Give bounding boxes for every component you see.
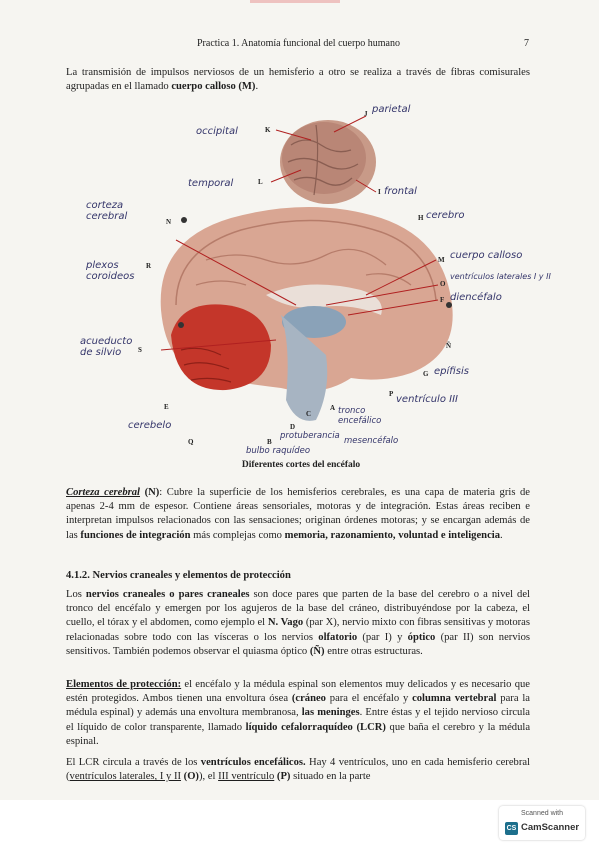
- proteccion-t4: . Entre éstas y el tejido nervioso circula el líquido de color transparente, llamado: [66, 707, 531, 733]
- corteza-paragraph: [66, 486, 530, 543]
- label-m: M: [438, 256, 445, 264]
- note-cerebelo: cerebelo: [128, 420, 172, 431]
- label-f: F: [440, 296, 445, 304]
- badge-line1: Scanned with: [520, 810, 564, 817]
- nervios-t5: (par II) son nervios sensitivos. También podemos observar el quiasma óptico: [66, 631, 530, 657]
- note-ventriculo-3: ventrículo III: [396, 394, 458, 405]
- header-title: Practica 1. Anatomía funcional del cuerpo humano: [197, 38, 400, 49]
- note-mesencefalo: mesencéfalo: [344, 436, 399, 446]
- label-r: R: [146, 262, 152, 270]
- label-s: S: [138, 346, 142, 354]
- nervios-b1: nervios craneales o pares craneales: [85, 589, 250, 600]
- intro-paragraph: [66, 66, 530, 94]
- section-heading: 4.1.2. Nervios craneales y elementos de protección: [66, 570, 291, 581]
- nervios-b4: óptico: [407, 631, 436, 643]
- note-parietal: parietal: [372, 104, 411, 115]
- sagittal-brain-drawing: [161, 207, 453, 421]
- corteza-end: .: [500, 529, 503, 541]
- camscanner-logo-icon: CS: [505, 822, 518, 835]
- lcr-t4: situado en la parte: [290, 771, 371, 783]
- corteza-term: Corteza cerebral: [66, 487, 141, 498]
- proteccion-b4: líquido cefalorraquídeo (LCR): [245, 721, 386, 733]
- corteza-letter: (N): [140, 487, 160, 498]
- label-h: H: [418, 214, 424, 222]
- brain-figure: [66, 100, 551, 470]
- label-a: A: [330, 404, 336, 412]
- nervios-t1: Los: [66, 589, 86, 600]
- note-epifisis: epífisis: [434, 366, 469, 377]
- proteccion-b3: las meninges: [301, 707, 360, 719]
- lcr-t1: El LCR circula a través de los: [66, 757, 201, 768]
- proteccion-b2: columna vertebral: [412, 693, 497, 705]
- nervios-t3: (par X), nervio mixto con fibras sensitivas y motoras relacionadas sobre todo con las vísceras o los nervios: [66, 617, 531, 643]
- note-bulbo: bulbo raquídeo: [246, 446, 311, 456]
- label-enye: Ñ: [446, 342, 452, 350]
- lcr-paragraph: [66, 756, 530, 784]
- note-protuberancia: protuberancia: [280, 431, 340, 441]
- label-g: G: [423, 370, 429, 378]
- proteccion-paragraph: [66, 678, 530, 749]
- label-o: O: [440, 280, 446, 288]
- intro-end: .: [255, 81, 259, 93]
- note-ventriculos: ventrículos laterales I y II: [450, 272, 551, 281]
- label-b: B: [267, 438, 272, 446]
- lcr-b3: (P): [274, 771, 291, 783]
- label-q: Q: [188, 438, 194, 446]
- label-e: E: [164, 403, 169, 411]
- label-k: K: [265, 126, 271, 134]
- note-diencefalo: diencéfalo: [450, 292, 502, 303]
- corteza-mid: más complejas como: [190, 529, 285, 541]
- nervios-t6: entre otras estructuras.: [324, 645, 423, 657]
- badge-line2: CamScanner: [521, 822, 580, 833]
- proteccion-t3: para la médula espinal) y además una envoltura membranosa,: [66, 693, 530, 719]
- camscanner-badge: [499, 806, 585, 840]
- nervios-t2: son doce pares que parten de la base del cerebro o a nivel del tronco del encéfalo y emergen por los agujeros de la base del cráneo, distribuyéndose por la cabeza, el cuello, el tórax y el abdomen, como ejemplo el: [66, 589, 531, 629]
- nervios-paragraph: [66, 588, 530, 659]
- corteza-text: : Cubre la superficie de los hemisferios cerebrales, es una capa de materia gris de apenas 2-4 mm de espesor. Contiene áreas sensoriales, motoras y de integración. Estas áreas reciben e interpretan impulsos relacionados con las sensaciones; originan órdenes motoras; y se encargan además de las: [66, 487, 531, 541]
- lcr-t3: ), el: [198, 771, 219, 783]
- figure-caption: Diferentes cortes del encéfalo: [241, 460, 361, 470]
- lcr-b2: (O): [181, 771, 199, 783]
- label-i: I: [378, 188, 381, 196]
- red-mark: [250, 0, 340, 3]
- label-p: P: [389, 390, 394, 398]
- page-number: 7: [524, 38, 529, 49]
- lcr-t2: Hay 4 ventrículos, uno en cada hemisferio cerebral (: [66, 757, 530, 783]
- proteccion-t2: para el encéfalo y: [325, 693, 413, 705]
- intro-text: La transmisión de impulsos nerviosos de un hemisferio a otro se realiza a través de fibras comisurales agrupadas en el llamado: [66, 67, 530, 93]
- nervios-b2: N. Vago: [267, 617, 304, 629]
- note-frontal: frontal: [384, 186, 417, 197]
- lcr-b1: ventrículos encefálicos.: [200, 757, 306, 768]
- label-c: C: [306, 410, 312, 418]
- proteccion-t1: el encéfalo y la médula espinal son elementos muy delicados y es necesario que estén protegidos. Ambos tienen una envoltura ósea: [66, 679, 530, 705]
- nervios-b5: (Ñ): [309, 645, 325, 657]
- intro-bold: cuerpo calloso (M): [171, 81, 256, 93]
- proteccion-b1: (cráneo: [291, 693, 326, 705]
- note-cuerpo-calloso: cuerpo calloso: [450, 250, 523, 261]
- note-tronco: tronco encefálico: [338, 406, 382, 426]
- note-temporal: temporal: [188, 178, 234, 189]
- nervios-b3: olfatorio: [318, 631, 358, 643]
- nervios-t4: (par I) y: [357, 631, 408, 643]
- label-n: N: [166, 218, 172, 226]
- small-brain-drawing: [271, 116, 376, 204]
- lcr-u2: III ventrículo: [218, 771, 275, 783]
- note-occipital: occipital: [196, 126, 238, 137]
- note-plexos: plexos coroideos: [86, 260, 135, 282]
- proteccion-term: Elementos de protección:: [66, 679, 182, 690]
- note-acueducto: acueducto de silvio: [80, 336, 133, 358]
- note-corteza: corteza cerebral: [86, 200, 128, 222]
- lcr-u1: ventrículos laterales, I y II: [69, 771, 182, 783]
- note-cerebro: cerebro: [426, 210, 465, 221]
- corteza-bold-1: funciones de integración: [80, 529, 191, 541]
- label-j: J: [364, 110, 368, 118]
- proteccion-t5: que baña el cerebro y la médula espinal.: [66, 721, 531, 747]
- corteza-bold-2: memoria, razonamiento, voluntad e inteligencia: [284, 529, 501, 541]
- label-l: L: [258, 178, 263, 186]
- label-d: D: [290, 423, 296, 431]
